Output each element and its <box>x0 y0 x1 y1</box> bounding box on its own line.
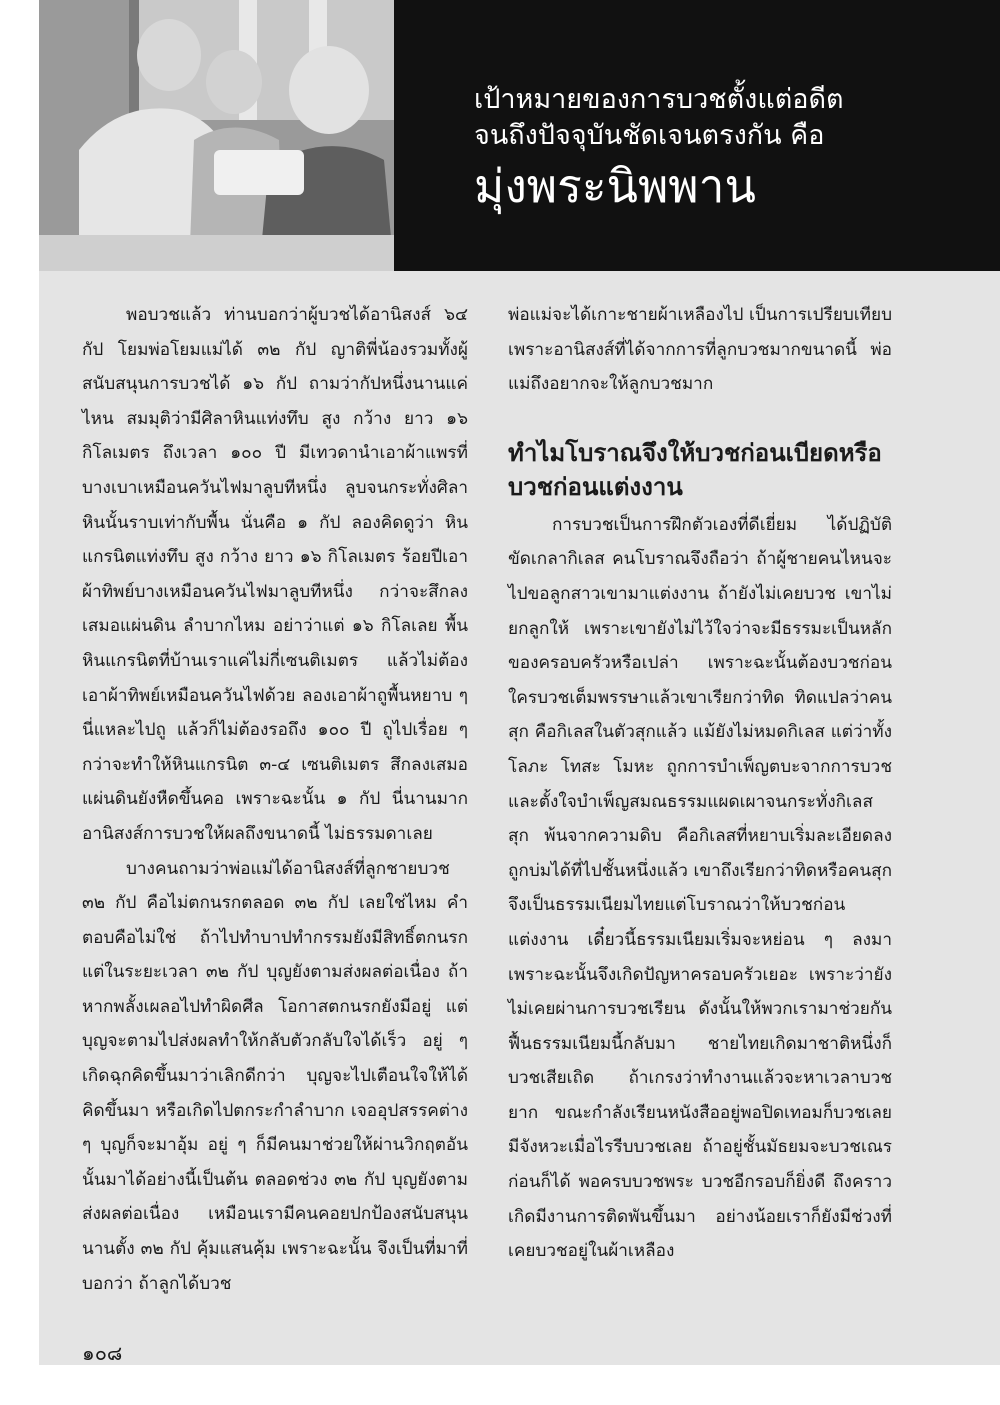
header-title-emphasis: มุ่งพระนิพพาน <box>474 159 756 213</box>
header-title-line-1: เป้าหมายของการบวชตั้งแต่อดีต <box>474 84 844 115</box>
left-paragraph-1: พอบวชแล้ว ท่านบอกว่าผู้บวชได้อานิสงส์ ๖๔ กัป โยมพ่อโยมแม่ได้ ๓๒ กัป ญาติพี่น้องรวมทั้งผู้สนับสนุนการบวชได้ ๑๖ กัป ถามว่ากัปหนึ่งนานแค่ไหน สมมุติว่ามีศิลาหินแท่งทึบ สูง กว้าง ยาว ๑๖ กิโลเมตร ถึงเวลา ๑๐๐ ปี มีเทวดานำเอาผ้าแพรที่บางเบาเหมือนควันไฟมาลูบทีหนึ่ง ลูบจนกระทั่งศิลาหินนั้นราบเท่ากับพื้น นั่นคือ ๑ กัป ลองคิดดูว่า หินแกรนิตแท่งทึบ สูง กว้าง ยาว ๑๖ กิโลเมตร ร้อยปีเอาผ้าทิพย์บางเหมือนควันไฟมาลูบทีหนึ่ง กว่าจะสึกลงเสมอแผ่นดิน ลำบากไหม อย่าว่าแต่ ๑๖ กิโลเลย พื้นหินแกรนิตที่บ้านเราแค่ไม่กี่เซนติเมตร แล้วไม่ต้องเอาผ้าทิพย์เหมือนควันไฟด้วย ลองเอาผ้าถูพื้นหยาบ ๆ นี่แหละไปถู แล้วก็ไม่ต้องรอถึง ๑๐๐ ปี ถูไปเรื่อย ๆ กว่าจะทำให้หินแกรนิต ๓-๔ เซนติเมตร สึกลงเสมอแผ่นดินยังหืดขึ้นคอ เพราะฉะนั้น ๑ กัป นี่นานมาก อานิสงส์การบวชให้ผลถึงขนาดนี้ ไม่ธรรมดาเลย <box>82 305 468 844</box>
left-column <box>82 298 468 1301</box>
page-number: ๑๐๘ <box>82 1341 123 1365</box>
header-title-line-2: จนถึงปัจจุบันชัดเจนตรงกัน คือ <box>474 120 825 151</box>
right-column <box>508 298 892 1269</box>
section-heading: ทำไมโบราณจึงให้บวชก่อนเบียดหรือบวชก่อนแต่งงาน <box>508 438 882 501</box>
right-paragraph-continued: พ่อแม่จะได้เกาะชายผ้าเหลืองไป เป็นการเปรียบเทียบ เพราะอานิสงส์ที่ได้จากการที่ลูกบวชมากขนาดนี้ พ่อแม่ถึงอยากจะให้ลูกบวชมาก <box>508 305 892 395</box>
right-paragraph-1: การบวชเป็นการฝึกตัวเองที่ดีเยี่ยม ได้ปฏิบัติขัดเกลากิเลส คนโบราณจึงถือว่า ถ้าผู้ชายคนไหนจะไปขอลูกสาวเขามาแต่งงาน ถ้ายังไม่เคยบวช เขาไม่ยกลูกให้ เพราะเขายังไม่ไว้ใจว่าจะมีธรรมะเป็นหลักของครอบครัวหรือเปล่า เพราะฉะนั้นต้องบวชก่อน ใครบวชเต็มพรรษาแล้วเขาเรียกว่าทิด ทิดแปลว่าคนสุก คือกิเลสในตัวสุกแล้ว แม้ยังไม่หมดกิเลส แต่ว่าทั้งโลภะ โทสะ โมหะ ถูกการบำเพ็ญตบะจากการบวชและตั้งใจบำเพ็ญสมณธรรมแผดเผาจนกระทั่งกิเลสสุก พ้นจากความดิบ คือกิเลสที่หยาบเริ่มละเอียดลง ถูกบ่มได้ที่ไปชั้นหนึ่งแล้ว เขาถึงเรียกว่าทิดหรือคนสุก จึงเป็นธรรมเนียมไทยแต่โบราณว่าให้บวชก่อนแต่งงาน เดี๋ยวนี้ธรรมเนียมเริ่มจะหย่อน ๆ ลงมา เพราะฉะนั้นจึงเกิดปัญหาครอบครัวเยอะ เพราะว่ายังไม่เคยผ่านการบวชเรียน ดังนั้นให้พวกเรามาช่วยกันฟื้นธรรมเนียมนี้กลับมา ชายไทยเกิดมาชาติหนึ่งก็บวชเสียเถิด ถ้าเกรงว่าทำงานแล้วจะหาเวลาบวชยาก ขณะกำลังเรียนหนังสืออยู่พอปิดเทอมก็บวชเลย มีจังหวะเมื่อไรรีบบวชเลย ถ้าอยู่ชั้นมัธยมจะบวชเณรก่อนก็ได้ พอครบบวชพระ บวชอีกรอบก็ยิ่งดี ถึงคราวเกิดมีงานการติดพันขึ้นมา อย่างน้อยเราก็ยังมีช่วงที่เคยบวชอยู่ในผ้าเหลือง <box>508 514 892 1262</box>
header-title-block <box>474 82 974 216</box>
header-banner <box>39 0 1000 271</box>
header-photo <box>39 0 394 271</box>
photo-illustration <box>39 0 394 271</box>
left-paragraph-2: บางคนถามว่าพ่อแม่ได้อานิสงส์ที่ลูกชายบวช ๓๒ กัป คือไม่ตกนรกตลอด ๓๒ กัป เลยใช่ไหม คำตอบคือไม่ใช่ ถ้าไปทำบาปทำกรรมยังมีสิทธิ์ตกนรก แต่ในระยะเวลา ๓๒ กัป บุญยังตามส่งผลต่อเนื่อง ถ้าหากพลั้งเผลอไปทำผิดศีล โอกาสตกนรกยังมีอยู่ แต่บุญจะตามไปส่งผลทำให้กลับตัวกลับใจได้เร็ว อยู่ ๆ เกิดฉุกคิดขึ้นมาว่าเลิกดีกว่า บุญจะไปเตือนใจให้ได้คิดขึ้นมา หรือเกิดไปตกระกำลำบาก เจออุปสรรคต่าง ๆ บุญก็จะมาอุ้ม อยู่ ๆ ก็มีคนมาช่วยให้ผ่านวิกฤตอันนั้นมาได้อย่างนี้เป็นต้น ตลอดช่วง ๓๒ กัป บุญยังตามส่งผลต่อเนื่อง เหมือนเรามีคนคอยปกป้องสนับสนุนนานตั้ง ๓๒ กัป คุ้มแสนคุ้ม เพราะฉะนั้น จึงเป็นที่มาที่บอกว่า ถ้าลูกได้บวช <box>82 858 468 1294</box>
